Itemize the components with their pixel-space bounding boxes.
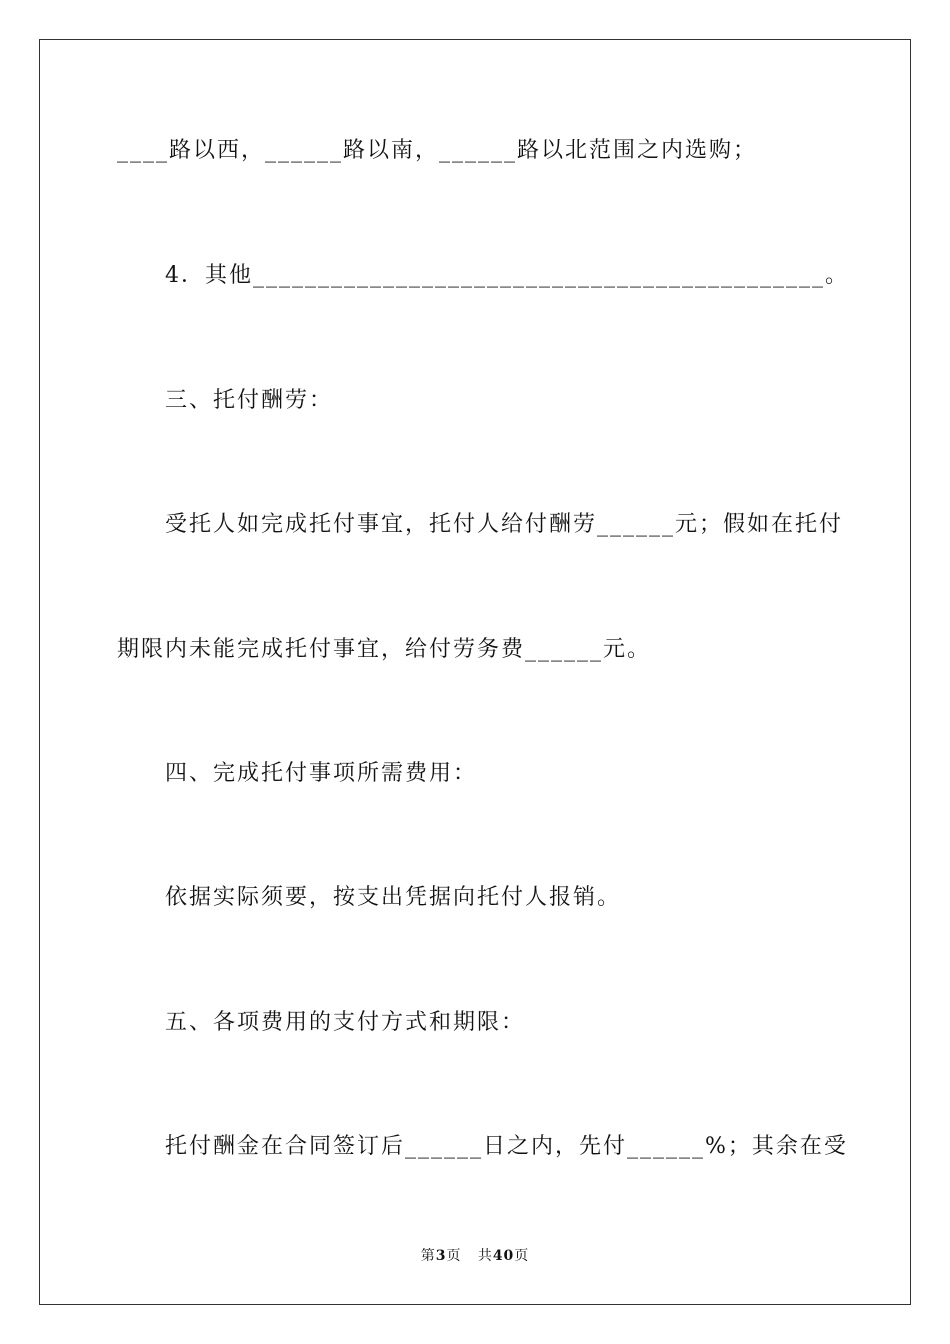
- text-line-expenses: 依据实际须要，按支出凭据向托付人报销。: [165, 885, 622, 910]
- footer-page-suffix: 页: [446, 1248, 462, 1264]
- footer-total-suffix: 页: [514, 1248, 530, 1264]
- page-border: [39, 39, 911, 1305]
- text-line-remuneration-1: 受托人如完成托付事宜，托付人给付酬劳______元；假如在托付: [165, 512, 844, 537]
- footer-prefix: 第: [420, 1248, 436, 1264]
- footer-total-pages: 40: [492, 1248, 515, 1264]
- section-heading-5: 五、各项费用的支付方式和期限：: [165, 1010, 526, 1035]
- section-heading-4: 四、完成托付事项所需费用：: [165, 761, 478, 786]
- page-footer: [0, 1246, 950, 1266]
- footer-page-number: 3: [435, 1248, 447, 1264]
- text-line-route-range: ____路以西，______路以南，______路以北范围之内选购；: [117, 138, 758, 163]
- text-line-remuneration-2: 期限内未能完成托付事宜，给付劳务费______元。: [117, 637, 652, 662]
- text-line-item-4-other: 4．其他____________________________________________。: [165, 263, 849, 288]
- text-line-payment-terms: 托付酬金在合同签订后______日之内，先付______%；其余在受: [165, 1134, 848, 1159]
- footer-total-prefix: 共: [477, 1248, 493, 1264]
- section-heading-3: 三、托付酬劳：: [165, 388, 334, 413]
